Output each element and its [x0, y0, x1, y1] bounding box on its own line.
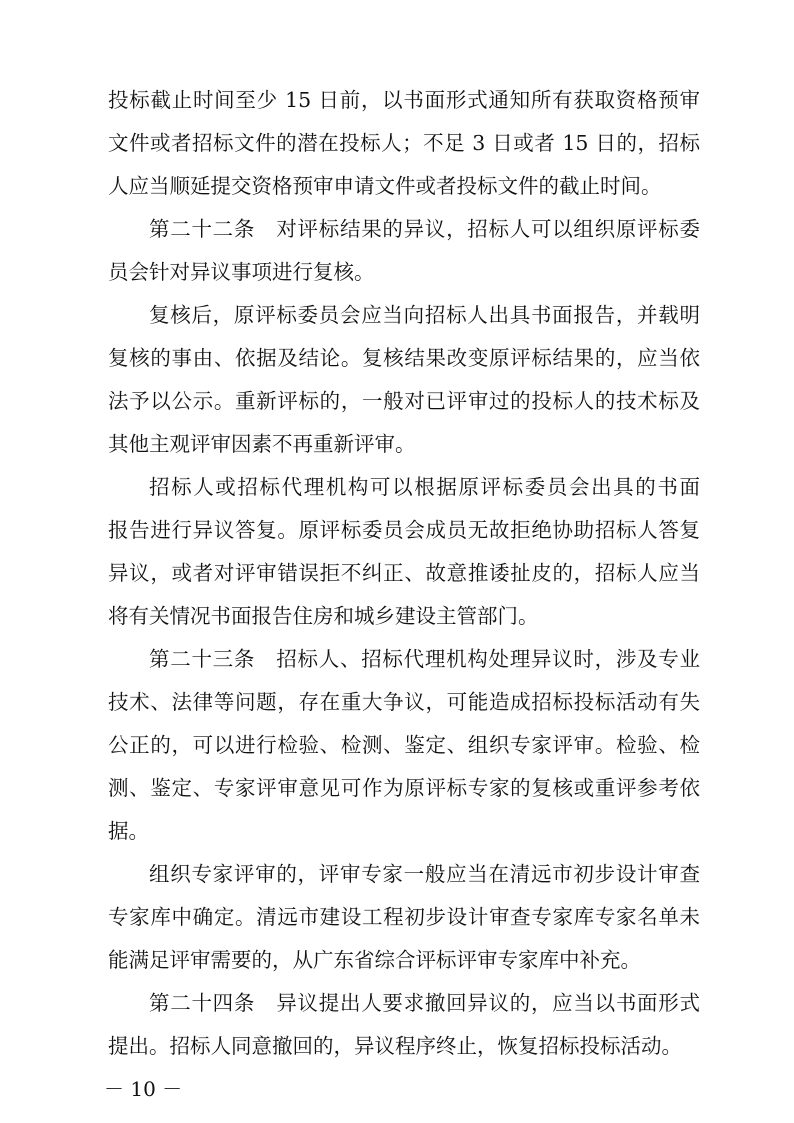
text-line: 组织专家评审的，评审专家一般应当在清远市初步设计审查 — [149, 862, 700, 886]
text-line: 将有关情况书面报告住房和城乡建设主管部门。 — [108, 604, 539, 628]
page-number: － 10 － — [104, 1077, 183, 1101]
text-line: 复核的事由、依据及结论。复核结果改变原评标结果的，应当依 — [108, 346, 700, 370]
text-line: 员会针对异议事项进行复核。 — [108, 260, 375, 284]
article-22-heading-line: 第二十二条 对评标结果的异议，招标人可以组织原评标委 — [149, 217, 700, 241]
text-line: 其他主观评审因素不再重新评审。 — [108, 432, 416, 456]
text-line: 异议，或者对评审错误拒不纠正、故意推诿扯皮的，招标人应当 — [108, 561, 700, 585]
text-line: 提出。招标人同意撤回的，异议程序终止，恢复招标投标活动。 — [108, 1034, 682, 1058]
text-line: 公正的，可以进行检验、检测、鉴定、组织专家评审。检验、检 — [108, 733, 700, 757]
text-line: 技术、法律等问题，存在重大争议，可能造成招标投标活动有失 — [108, 690, 700, 714]
text-line: 复核后，原评标委员会应当向招标人出具书面报告，并载明 — [149, 303, 700, 327]
article-23-heading-line: 第二十三条 招标人、招标代理机构处理异议时，涉及专业 — [149, 647, 700, 671]
text-line: 能满足评审需要的，从广东省综合评标评审专家库中补充。 — [108, 948, 641, 972]
text-line: 投标截止时间至少 15 日前，以书面形式通知所有获取资格预审 — [108, 88, 700, 112]
text-line: 测、鉴定、专家评审意见可作为原评标专家的复核或重评参考依 — [108, 776, 700, 800]
article-24-heading-line: 第二十四条 异议提出人要求撤回异议的，应当以书面形式 — [149, 991, 700, 1015]
text-line: 法予以公示。重新评标的，一般对已评审过的投标人的技术标及 — [108, 389, 700, 413]
text-line: 专家库中确定。清远市建设工程初步设计审查专家库专家名单未 — [108, 905, 700, 929]
text-line: 报告进行异议答复。原评标委员会成员无故拒绝协助招标人答复 — [108, 518, 700, 542]
text-line: 人应当顺延提交资格预审申请文件或者投标文件的截止时间。 — [108, 174, 662, 198]
text-line: 文件或者招标文件的潜在投标人；不足 3 日或者 15 日的，招标 — [108, 131, 700, 155]
text-line: 据。 — [108, 819, 149, 843]
text-line: 招标人或招标代理机构可以根据原评标委员会出具的书面 — [149, 475, 700, 499]
